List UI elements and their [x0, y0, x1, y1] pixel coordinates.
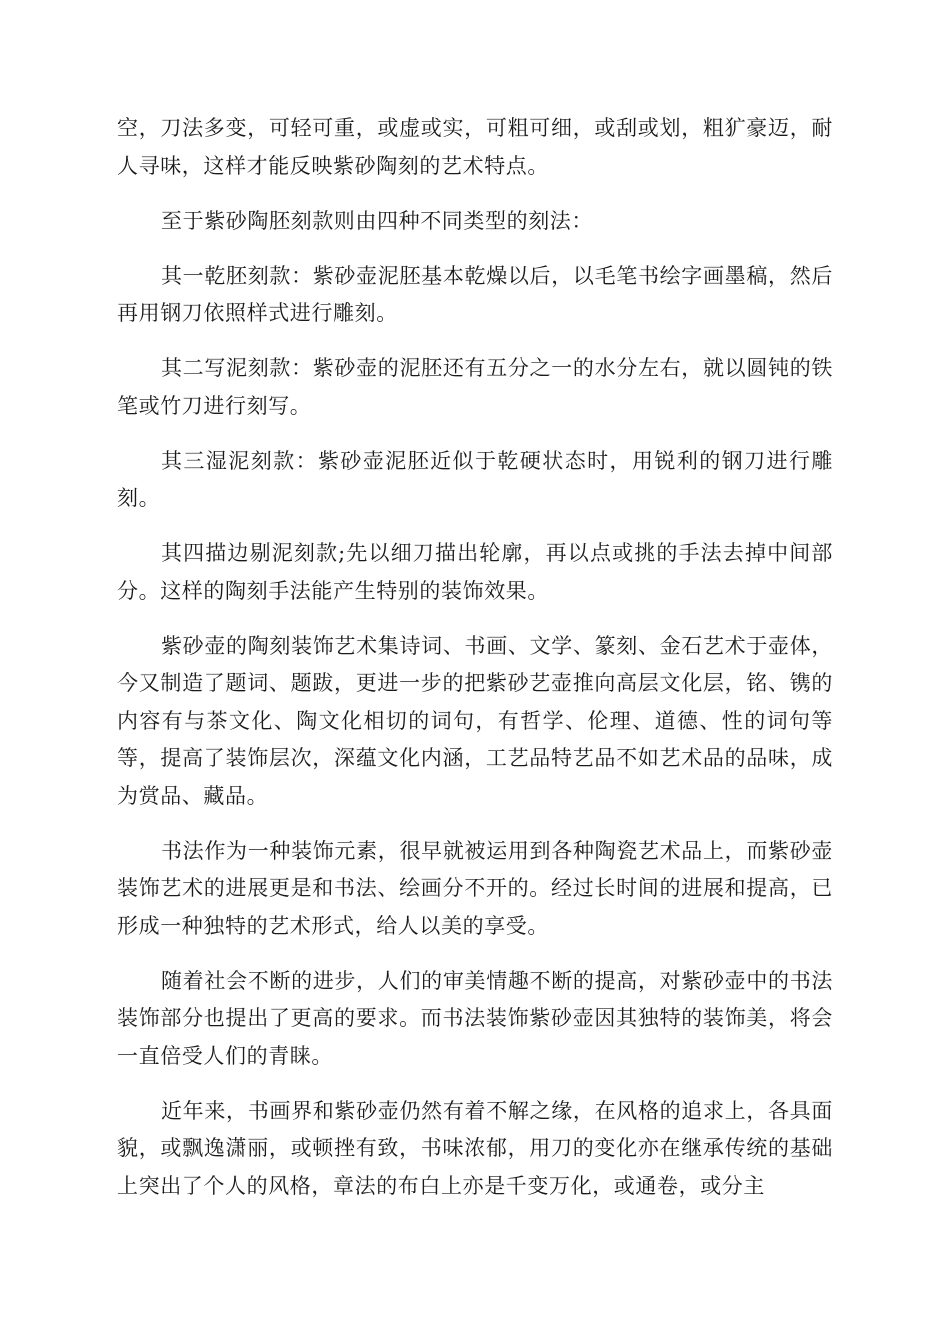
- paragraph-continuation: 空，刀法多变，可轻可重，或虚或实，可粗可细，或刮或划，粗犷豪迈，耐人寻味，这样才能反映紫砂陶刻的艺术特点。: [117, 116, 833, 178]
- paragraph: 近年来，书画界和紫砂壶仍然有着不解之缘，在风格的追求上，各具面貌，或飘逸潇丽，或顿挫有致，书味浓郁，用刀的变化亦在继承传统的基础上突出了个人的风格，章法的布白上亦是千变万化，或通卷，或分主: [117, 1098, 833, 1198]
- document-body: [117, 110, 833, 1223]
- paragraph: 随着社会不断的进步，人们的审美情趣不断的提高，对紫砂壶中的书法装饰部分也提出了更高的要求。而书法装饰紫砂壶因其独特的装饰美，将会一直倍受人们的青睐。: [117, 968, 833, 1068]
- paragraph: 其四描边剔泥刻款;先以细刀描出轮廓，再以点或挑的手法去掉中间部分。这样的陶刻手法能产生特别的装饰效果。: [117, 541, 833, 603]
- paragraph: 书法作为一种装饰元素，很早就被运用到各种陶瓷艺术品上，而紫砂壶装饰艺术的进展更是和书法、绘画分不开的。经过长时间的进展和提高，已形成一种独特的艺术形式，给人以美的享受。: [117, 838, 833, 938]
- paragraph: 紫砂壶的陶刻装饰艺术集诗词、书画、文学、篆刻、金石艺术于壶体，今又制造了题词、题跋，更进一步的把紫砂艺壶推向高层文化层，铭、镌的内容有与茶文化、陶文化相切的词句，有哲学、伦理、道德、性的词句等等，提高了装饰层次，深蕴文化内涵，工艺品特艺品不如艺术品的品味，成为赏品、藏品。: [117, 633, 833, 808]
- paragraph: 其二写泥刻款：紫砂壶的泥胚还有五分之一的水分左右，就以圆钝的铁笔或竹刀进行刻写。: [117, 356, 833, 418]
- paragraph: 其三湿泥刻款：紫砂壶泥胚近似于乾硬状态时，用锐利的钢刀进行雕刻。: [117, 448, 833, 510]
- paragraph: 其一乾胚刻款：紫砂壶泥胚基本乾燥以后，以毛笔书绘字画墨稿，然后再用钢刀依照样式进行雕刻。: [117, 263, 833, 325]
- paragraph: 至于紫砂陶胚刻款则由四种不同类型的刻法：: [161, 208, 593, 233]
